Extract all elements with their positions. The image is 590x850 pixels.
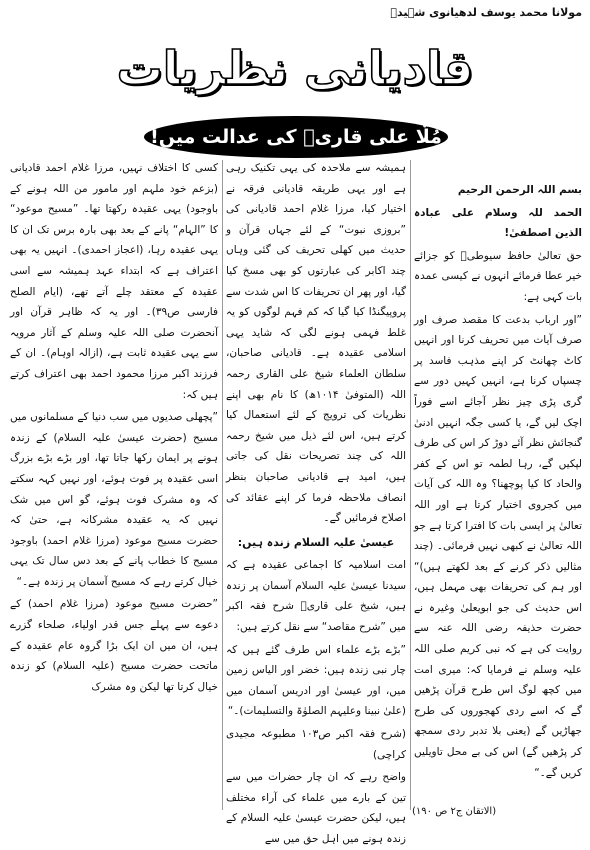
hamd: الحمد للہ وسلام علی عبادہ الذین اصطفیٰ!	[414, 206, 582, 240]
citation: (الاتقان ج۲ ص ۱۹۰)	[412, 806, 497, 817]
author-name: مولانا محمد یوسف لدھیانوی شہیدؒ	[390, 6, 582, 19]
column-left	[10, 158, 218, 808]
section-heading: عیسیٰ علیہ السلام زندہ ہیں:	[237, 535, 395, 549]
column-right	[414, 180, 582, 808]
paragraph: ”اور ارباب بدعت کا مقصد صرف اور صرف آیات میں تحریف کرنا اور انہیں کاٹ چھانٹ کر اپنے مذہب فاسد پر چسپاں کرنا ہے، انہیں کہیں دور سے گری پڑی چیز نظر آجائے اسے فوراً اچک لیں گے، یا کسی جگہ انہیں ادنیٰ گنجائش نظر آئے دوڑ کر اس کی طرف لپکیں گے، رہا لطمہ تو اس کے کفر والحاد کا کیا پوچھنا؟ وہ اللہ کی آیات میں کجروی اختیار کرتا ہے اور اللہ تعالیٰ پر ایسی بات کا افترا کرتا ہے جو اللہ تعالیٰ نے کبھی نہیں فرمائی۔ (چند مثالیں ذکر کرنے کے بعد لکھتے ہیں)“ اور ہم کی تحریفات بھی مہمل ہیں، اس حدیث کی جو ابویعلیٰ وغیرہ نے حضرت حذیفہ رضی اللہ عنہ سے روایت کی ہے کہ نبی کریم صلی اللہ علیہ وسلم نے فرمایا کہ: میری امت میں کچھ لوگ اس طرح قرآن پڑھیں گے کہ اسے ردی کھجوروں کی طرح جھاڑیں گے (یعنی بلا تدبر ردی سمجھ کر پڑھیں گے) اس کی بے محل تاویلیں کریں گے۔“	[414, 313, 582, 779]
paragraph: حق تعالیٰ حافظ سیوطیؒ کو جزائے خیر عطا فرمائے انہوں نے کیسی عمدہ بات کہی ہے:	[414, 249, 582, 303]
paragraph: واضح رہے کہ ان چار حضرات میں سے تین کے بارے میں علماء کی آراء مختلف ہیں، لیکن حضرت عیسیٰ علیہ السلام کے زندہ ہونے میں اہل حق میں سے	[226, 771, 406, 845]
quote: ”پچھلی صدیوں میں سب دنیا کے مسلمانوں میں مسیح (حضرت عیسیٰ علیہ السلام) کے زندہ ہونے پر ایمان رکھا جاتا تھا، اور بڑے بڑے بزرگ اسی عقیدہ پر فوت ہوئے، اور نہیں کہہ سکتے کہ وہ مشرک فوت ہوئے، گو اس میں شک نہیں کہ یہ عقیدہ مشرکانہ ہے، حتیٰ کہ حضرت مسیح موعود (مرزا غلام احمد) باوجود مسیح کا خطاب پانے کے بعد دس سال تک یہی خیال کرتے رہے کہ مسیح آسمان پر زندہ ہے۔“	[10, 411, 218, 588]
quote: ”حضرت مسیح موعود (مرزا غلام احمد) کے دعوے سے پہلے جس قدر اولیاء، صلحاء گزرے ہیں، ان میں ان ایک بڑا گروہ عام عقیدہ کے ماتحت حضرت مسیح (علیہ السلام) کو زندہ خیال کرتا تھا لیکن وہ مشرک	[10, 598, 218, 693]
citation: (شرح فقہ اکبر ص۱۰۳ مطبوعہ مجیدی کراچی)	[226, 728, 406, 761]
paragraph: ہمیشہ سے ملاحدہ کی یہی تکنیک رہی ہے اور یہی طریقہ قادیانی فرقہ نے اختیار کیا، مرزا غلام احمد قادیانی کی ”بروزی نبوت“ کے لئے جہاں قرآن و حدیث میں کھلی تحریف کی گئی وہاں چند اکابر کی عبارتوں کو بھی مسخ کیا گیا، اور پھر ان تحریفات کا اس شدت سے پروپیگنڈا کیا گیا کہ کم فہم لوگوں کو یہ غلط فہمی ہونے لگی کہ شاید یہی اسلامی عقیدہ ہے۔ قادیانی صاحبان، سلطان العلماء شیخ علی القاری رحمہ اللہ (المتوفیٰ ۱۰۱۴ھ) کا نام بھی اپنے نظریات کی ترویج کے لئے استعمال کیا کرتے ہیں، اس لئے ذیل میں شیخ رحمہ اللہ کی چند تصریحات نقل کی جاتی ہیں، امید ہے قادیانی صاحبان بنظر انصاف ملاحظہ فرما کر اپنے عقائد کی اصلاح فرمائیں گے۔	[226, 162, 406, 525]
subtitle-text: مُلّا علی قاریؒ کی عدالت میں!	[150, 126, 442, 148]
bismillah: بسم اللہ الرحمن الرحیم	[457, 184, 582, 196]
paragraph: کسی کا اختلاف نہیں، مرزا غلام احمد قادیانی (بزعم خود ملہم اور مامور من اللہ ہونے کے باوجود) یہی عقیدہ رکھتا تھا۔ ”مسیح موعود“ کا ”الہام“ پانے کے بعد بھی بارہ برس تک ان کا یہی عقیدہ رہا، (اعجاز احمدی)۔ انہیں یہ بھی اعتراف ہے کہ ابتداء عہد ہمیشہ سے اسی عقیدہ کے معتقد چلے آتے تھے، (ایام الصلح فارسی ص۳۹)۔ اور یہ کہ ظاہر قرآن اور آنحضرت صلی اللہ علیہ وسلم کے آثار مرویہ سے یہی عقیدہ ثابت ہے، (ازالہ اوہام)۔ ان کے فرزند اکبر مرزا محمود احمد بھی اعتراف کرتے ہیں کہ:	[10, 162, 219, 401]
column-divider	[410, 160, 411, 810]
paragraph: امت اسلامیہ کا اجماعی عقیدہ ہے کہ سیدنا عیسیٰ علیہ السلام آسمان پر زندہ ہیں، شیخ علی قاریؒ شرح فقہ اکبر میں ”شرح مقاصد“ سے نقل کرتے ہیں:	[226, 559, 406, 634]
column-middle	[226, 158, 406, 845]
subtitle-banner	[146, 118, 446, 156]
column-divider	[222, 160, 223, 810]
quote: ”بڑے بڑے علماء اس طرف گئے ہیں کہ چار نبی زندہ ہیں: خضر اور الیاس زمین میں، اور عیسیٰ اور ادریس آسمان میں (علیٰ نبینا وعلیہم الصلوٰۃ والتسلیمات)۔“	[226, 643, 406, 718]
headline: قادیانی نظریات	[116, 41, 474, 95]
